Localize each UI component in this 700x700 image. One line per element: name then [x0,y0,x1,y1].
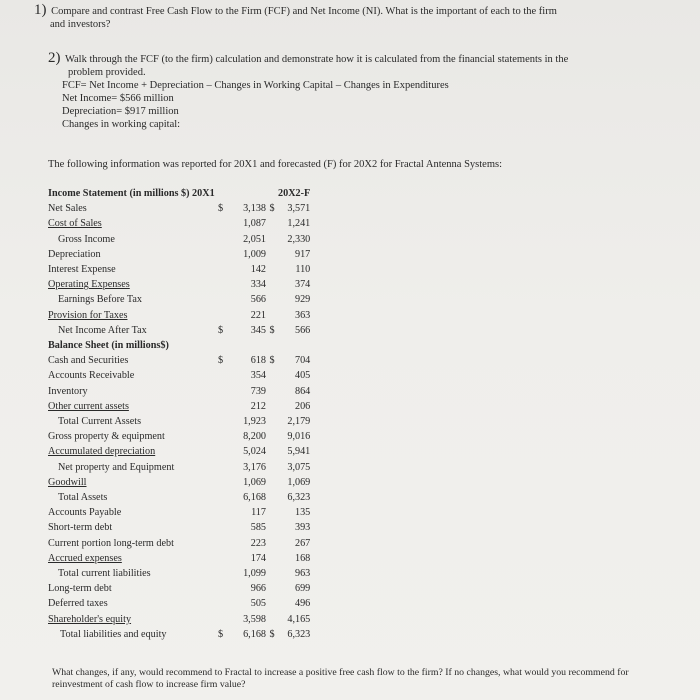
table-row: Net Income After Tax $ 345 $ 566 [58,324,311,336]
fcf-formula: FCF= Net Income + Depreciation – Changes in Working Capital – Changes in Expenditures [62,80,449,91]
question-2-number: 2) [48,50,61,66]
question-2-text: Walk through the FCF (to the firm) calculation and demonstrate how it is calculated from the financial statements in the [64,54,569,65]
table-row: Accrued expenses 174 168 [48,552,311,564]
table-row: Other current assets 212 206 [48,400,311,412]
table-row: Cost of Sales 1,087 1,241 [48,218,311,230]
net-income-line: Net Income= $566 million [62,93,174,104]
question-2 [48,52,648,131]
table-row: Accounts Receivable 354 405 [48,370,311,382]
table-row: Depreciation 1,009 917 [48,248,311,260]
balance-sheet-header-row [48,338,310,353]
final-question: What changes, if any, would recommend to Fractal to increase a positive free cash flow to the firm? If no changes, what would you recommend for reinvestment of cash flow to increase firm value? [52,667,629,690]
table-row: Cash and Securities $ 618 $ 704 [48,355,311,367]
table-row: Total Current Assets 1,923 2,179 [58,416,311,428]
table-row: Gross Income 2,051 2,330 [58,233,311,245]
table-row: Total current liabilities 1,099 963 [58,568,311,580]
table-row: Earnings Before Tax 566 929 [58,294,311,306]
depreciation-line: Depreciation= $917 million [62,106,179,117]
table-row: Operating Expenses 334 374 [48,279,311,291]
table-row: Deferred taxes 505 496 [48,598,311,610]
financial-statements-table [48,186,310,642]
table-row: Interest Expense 142 110 [48,264,311,276]
table-row: Inventory 739 864 [48,385,311,397]
col-20x2-header: 20X2-F [278,188,311,199]
balance-sheet-header: Balance Sheet (in millions$) [48,340,169,352]
question-2-continuation: problem provided. [68,67,146,78]
question-1-text: Compare and contrast Free Cash Flow to the Firm (FCF) and Net Income (NI). What is the important of each to the firm [51,6,557,17]
table-row: Long-term debt 966 699 [48,583,311,595]
working-capital-line: Changes in working capital: [62,119,181,130]
table-row: Provision for Taxes 221 363 [48,309,311,321]
table-row: Short-term debt 585 393 [48,522,311,534]
table-row: Current portion long-term debt 223 267 [48,537,311,549]
intro-text: The following information was reported for 20X1 and forecasted (F) for 20X2 for Fractal Antenna Systems: [48,159,503,170]
table-row: Goodwill 1,069 1,069 [48,476,311,488]
table-row: Accumulated depreciation 5,024 5,941 [48,446,311,458]
table-row: Shareholder's equity 3,598 4,165 [48,613,311,625]
income-statement-header: Income Statement (in millions $) 20X1 [48,188,215,199]
question-1-number: 1) [34,2,47,18]
table-row: Total Assets 6,168 6,323 [58,492,311,504]
table-row: Net Sales $ 3,138 $ 3,571 [48,203,311,215]
table-row: Net property and Equipment 3,176 3,075 [58,461,311,473]
table-row: Gross property & equipment 8,200 9,016 [48,431,311,443]
question-1-continuation: and investors? [50,19,111,30]
income-statement-header-row [48,186,310,201]
question-1 [34,4,654,31]
table-row: Accounts Payable 117 135 [48,507,311,519]
table-row: Total liabilities and equity $ 6,168 $ 6,323 [60,628,311,640]
